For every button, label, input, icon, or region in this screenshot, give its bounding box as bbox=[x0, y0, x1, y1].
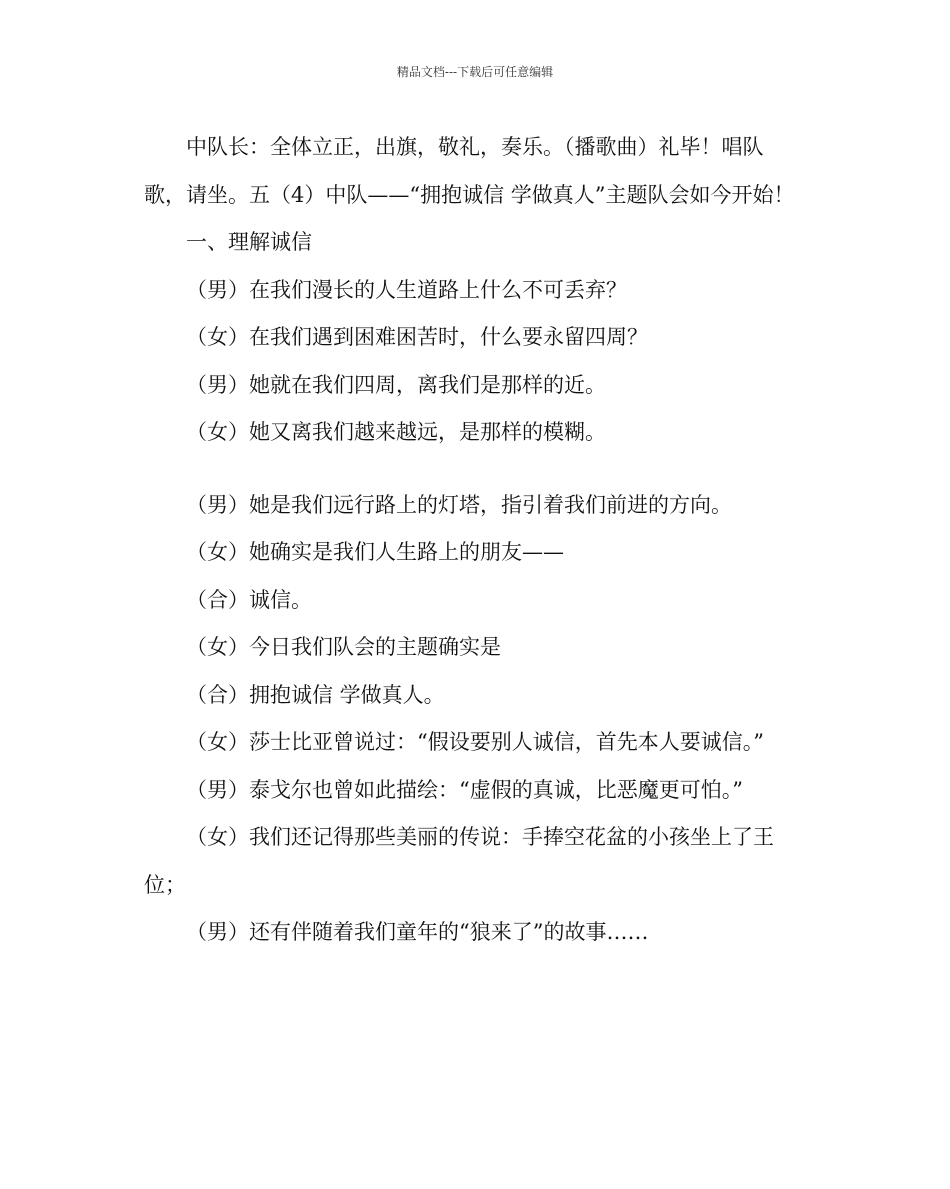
opening-paragraph: 中队长：全体立正，出旗，敬礼，奏乐。（播歌曲）礼毕！唱队歌，请坐。五（4）中队——“拥抱诚信 学做真人”主题队会如今开始！ bbox=[144, 135, 795, 207]
document-body bbox=[144, 124, 804, 957]
dialogue-line: （女）她又离我们越来越远，是那样的模糊。 bbox=[186, 420, 606, 444]
dialogue-line: （合）拥抱诚信 学做真人。 bbox=[186, 682, 445, 707]
dialogue-line: （男）她就在我们四周，离我们是那样的近。 bbox=[186, 372, 606, 397]
dialogue-line: （合）诚信。 bbox=[186, 587, 312, 612]
dialogue-line: （男）还有伴随着我们童年的“狼来了”的故事…… bbox=[186, 920, 649, 944]
dialogue-line: （女）她确实是我们人生路上的朋友—— bbox=[186, 540, 564, 564]
dialogue-line: （女）我们还记得那些美丽的传说：手捧空花盆的小孩坐上了王位； bbox=[144, 825, 774, 897]
dialogue-line: （男）泰戈尔也曾如此描绘：“虚假的真诚，比恶魔更可怕。” bbox=[186, 777, 743, 802]
page-header: 精品文档---下载后可任意编辑 bbox=[396, 65, 554, 79]
dialogue-line: （男）她是我们远行路上的灯塔，指引着我们前进的方向。 bbox=[186, 492, 732, 517]
dialogue-line: （女）今日我们队会的主题确实是 bbox=[186, 635, 501, 659]
dialogue-line: （男）在我们漫长的人生道路上什么不可丢弃？ bbox=[186, 277, 627, 302]
dialogue-line: （女）莎士比亚曾说过：“假设要别人诚信，首先本人要诚信。” bbox=[186, 730, 764, 754]
paragraph-gap bbox=[144, 457, 804, 482]
dialogue-line: （女）在我们遇到困难困苦时，什么要永留四周？ bbox=[186, 325, 648, 349]
section-heading: 一、理解诚信 bbox=[186, 230, 312, 254]
